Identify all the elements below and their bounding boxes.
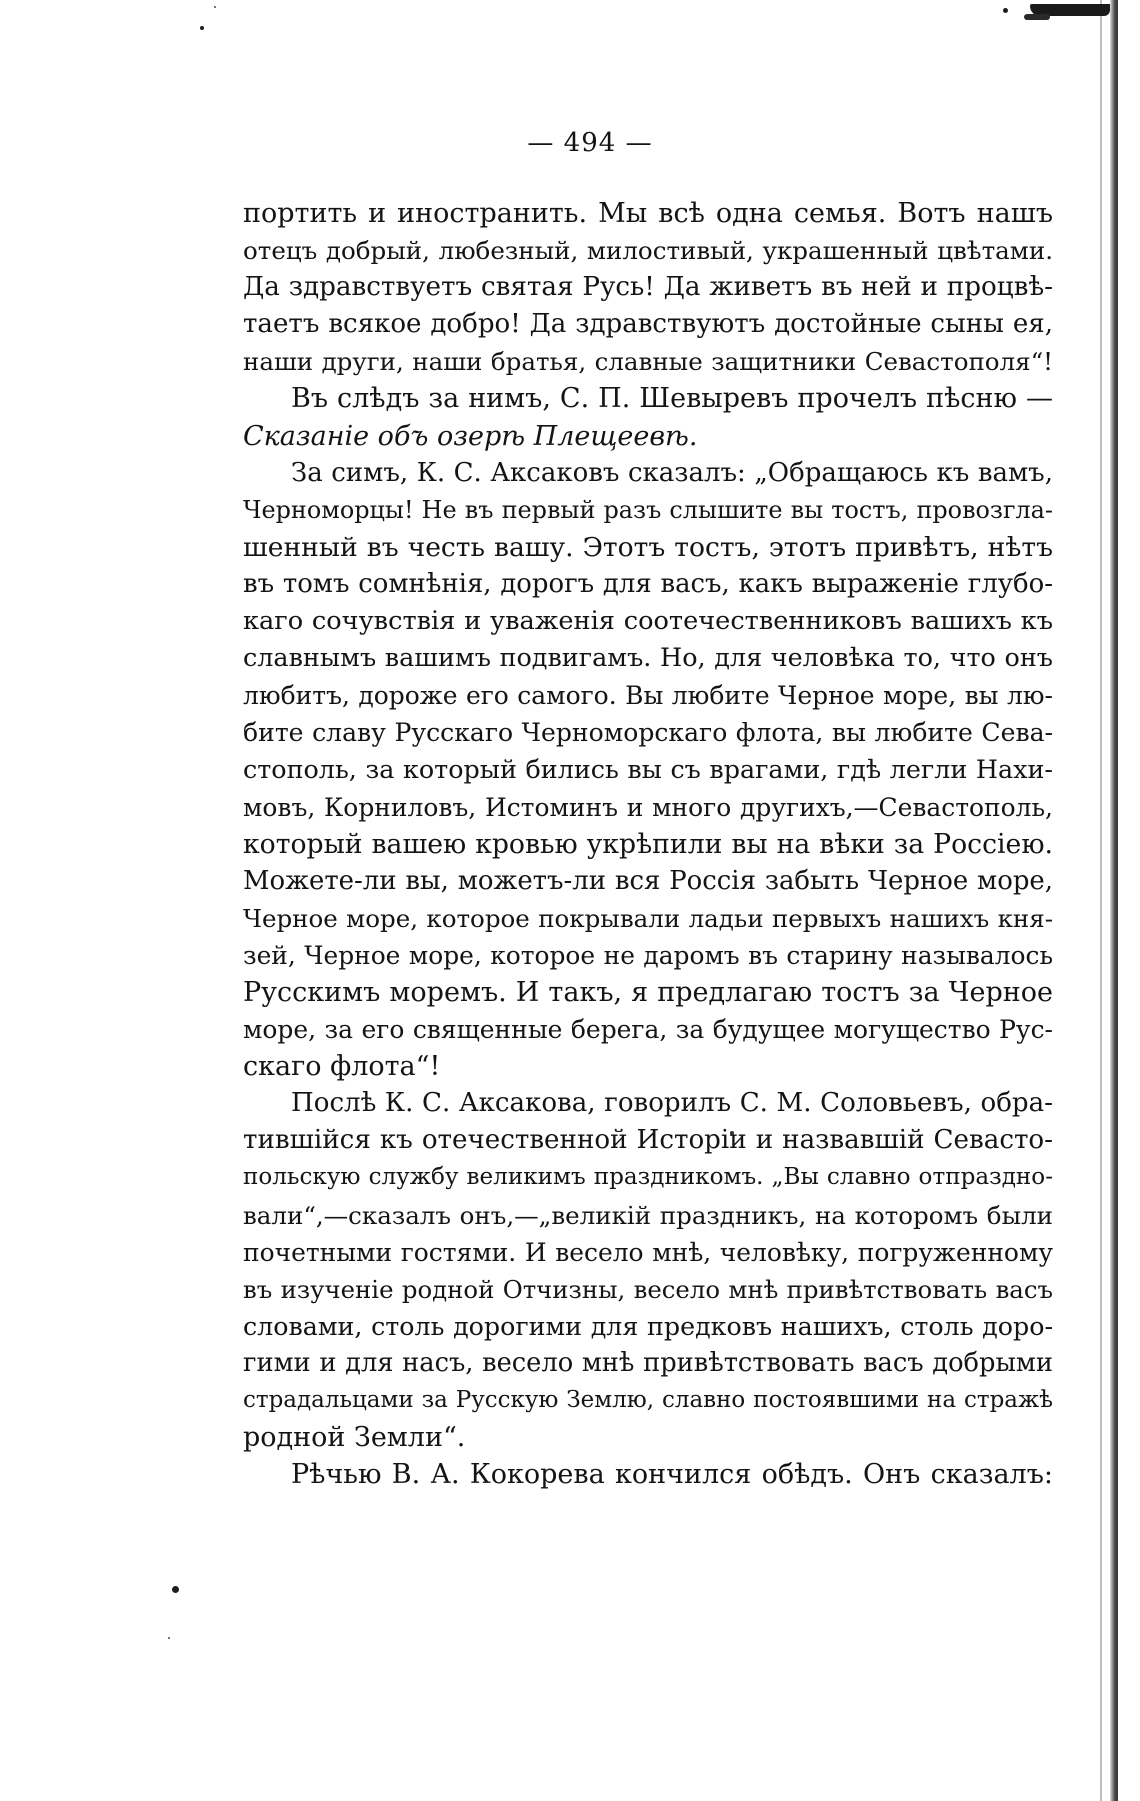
text-line: Да здравствуетъ святая Русь! Да живетъ въ ней и процвѣ- xyxy=(243,272,1053,303)
text-line: словами, столь дорогими для предковъ нашихъ, столь доро- xyxy=(243,1310,1053,1341)
text-line: славнымъ вашимъ подвигамъ. Но, для человѣка то, что онъ xyxy=(243,643,1053,674)
text-line-italic: Сказаніе объ озерѣ Плещеевѣ. xyxy=(243,420,698,452)
text-line: вали“,—сказалъ онъ,—„великій праздникъ, на которомъ были xyxy=(243,1200,1053,1230)
text-line: Черное море, которое покрывали ладьи первыхъ нашихъ кня- xyxy=(243,903,1053,933)
text-line: отецъ добрый, любезный, милостивый, украшенный цвѣтами. xyxy=(243,236,1053,266)
text-line: тившійся къ отечественной Исторіи и назвавшій Севасто- xyxy=(243,1125,1053,1156)
text-line: стополь, за который бились вы съ врагами, гдѣ легли Нахи- xyxy=(243,754,1053,785)
text-line: который вашею кровью укрѣпили вы на вѣки за Россіею. xyxy=(243,828,1053,860)
scan-speck xyxy=(200,26,204,30)
text-line: Въ слѣдъ за нимъ, С. П. Шевыревъ прочелъ пѣсню — xyxy=(291,383,1053,415)
scan-speck xyxy=(168,1637,170,1639)
text-line: Послѣ К. С. Аксакова, говорилъ С. М. Соловьевъ, обра- xyxy=(291,1088,1053,1119)
text-line: бите славу Русскаго Черноморскаго флота, вы любите Сева- xyxy=(243,718,1053,748)
text-line: шенный въ честь вашу. Этотъ тостъ, этотъ привѣтъ, нѣтъ xyxy=(243,531,1053,563)
page-number: — 494 — xyxy=(527,128,653,158)
scan-ink-blot xyxy=(1024,14,1050,20)
body-text xyxy=(243,195,1053,1493)
scan-speck xyxy=(214,6,216,8)
text-line: мовъ, Корниловъ, Истоминъ и много другихъ,—Севастополь, xyxy=(243,792,1053,822)
text-line: страдальцами за Русскую Землю, славно постоявшими на стражѣ xyxy=(243,1387,1053,1413)
text-line: море, за его священные берега, за будущее могущество Рус- xyxy=(243,1015,1053,1045)
text-line: въ томъ сомнѣнія, дорогъ для васъ, какъ выраженіе глубо- xyxy=(243,568,1053,599)
text-line: Русскимъ моремъ. И такъ, я предлагаю тостъ за Черное xyxy=(243,976,1053,1008)
text-line: наши други, наши братья, славные защитники Севастополя“! xyxy=(243,347,1053,377)
text-line: Рѣчью В. А. Кокорева кончился обѣдъ. Онъ сказалъ: xyxy=(291,1459,1053,1491)
scan-page-edge xyxy=(1110,0,1118,1801)
text-line: зей, Черное море, которое не даромъ въ старину называлось xyxy=(243,940,1053,970)
text-line: любитъ, дороже его самого. Вы любите Черное море, вы лю- xyxy=(243,681,1053,711)
scan-speck xyxy=(1003,8,1008,13)
text-line: скаго флота“! xyxy=(243,1051,441,1083)
scan-edge-shadow xyxy=(1100,0,1102,1801)
text-line: почетными гостями. И весело мнѣ, человѣку, погруженному xyxy=(243,1237,1053,1267)
text-line: Черноморцы! Не въ первый разъ слышите вы тостъ, провозгла- xyxy=(243,495,1053,524)
margin-dot xyxy=(172,1586,179,1593)
text-line: портить и иностранить. Мы всѣ одна семья. Вотъ нашъ xyxy=(243,198,1053,229)
text-line: польскую службу великимъ праздникомъ. „Вы славно отпраздно- xyxy=(243,1164,1053,1191)
text-line: въ изученіе родной Отчизны, весело мнѣ привѣтствовать васъ xyxy=(243,1274,1053,1304)
text-line: За симъ, К. С. Аксаковъ сказалъ: „Обращаюсь къ вамъ, xyxy=(291,457,1053,488)
text-line: гими и для насъ, весело мнѣ привѣтствовать васъ добрыми xyxy=(243,1347,1053,1378)
text-line: таетъ всякое добро! Да здравствуютъ достойные сыны ея, xyxy=(243,309,1053,340)
text-line: родной Земли“. xyxy=(243,1422,466,1454)
text-line: Можете-ли вы, можетъ-ли вся Россія забыть Черное море, xyxy=(243,865,1053,896)
text-line: каго сочувствія и уваженія соотечественниковъ вашихъ къ xyxy=(243,606,1053,637)
